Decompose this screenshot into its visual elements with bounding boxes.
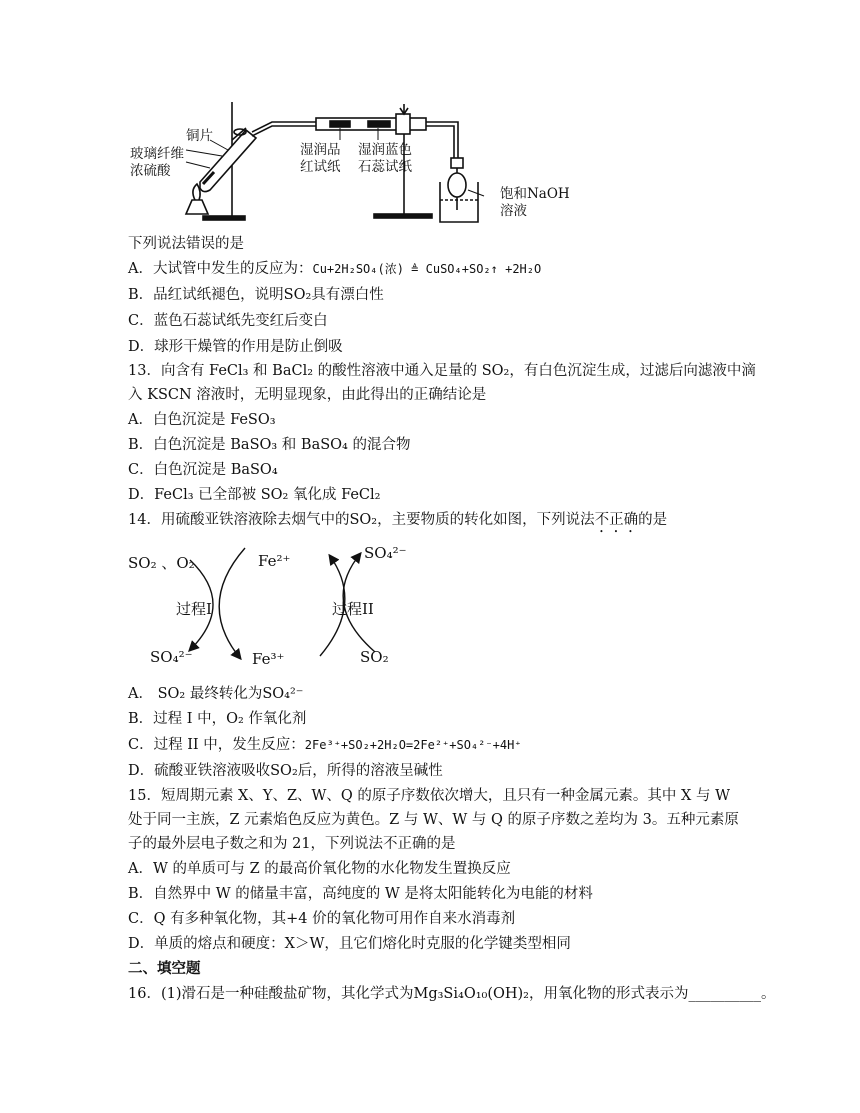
q15-stem-line3: 子的最外层电子数之和为 21，下列说法不正确的是 <box>128 836 456 852</box>
cycle-process-2: 过程II <box>332 600 374 618</box>
q13-option-b: B．白色沉淀是 BaSO₃ 和 BaSO₄ 的混合物 <box>128 437 411 453</box>
label-conc-acid: 浓硫酸 <box>130 163 171 179</box>
apparatus-figure <box>0 0 860 230</box>
label-wet-red-2: 红试纸 <box>300 159 341 175</box>
q13-stem-line1: 13．向含有 FeCl₃ 和 BaCl₂ 的酸性溶液中通入足量的 SO₂，有白色沉淀生成，过滤后向滤液中滴 <box>128 363 756 379</box>
q14-option-d: D．硫酸亚铁溶液吸收SO₂后，所得的溶液呈碱性 <box>128 763 443 779</box>
q14-stem-end: 的是 <box>638 512 668 528</box>
q14-stem-emphasis: 不正确 <box>594 512 639 528</box>
q15-option-b: B．自然界中 W 的储量丰富，高纯度的 W 是将太阳能转化为电能的材料 <box>128 886 593 902</box>
q15-option-c: C．Q 有多种氧化物，其+4 价的氧化物可用作自来水消毒剂 <box>128 911 516 927</box>
q15-option-a: A．W 的单质可与 Z 的最高价氧化物的水化物发生置换反应 <box>128 861 511 877</box>
q13-option-d: D．FeCl₃ 已全部被 SO₂ 氧化成 FeCl₂ <box>128 487 381 503</box>
q12-option-a-formula: Cu+2H₂SO₄(浓) ≜ CuSO₄+SO₂↑ +2H₂O <box>312 262 542 276</box>
cycle-process-1: 过程I <box>176 600 212 618</box>
q14-option-c <box>128 735 522 755</box>
q14-option-c-prefix: C．过程 II 中，发生反应： <box>128 737 305 753</box>
label-wet-blue-2: 石蕊试纸 <box>358 159 412 175</box>
cycle-top-left: SO₂ 、O₂ <box>128 554 195 572</box>
q14-stem-start: 14．用硫酸亚铁溶液除去烟气中的SO₂，主要物质的转化如图，下列说法 <box>128 512 595 528</box>
q14-option-c-formula: 2Fe³⁺+SO₂+2H₂O=2Fe²⁺+SO₄²⁻+4H⁺ <box>304 738 522 752</box>
q13-stem-line2: 入 KSCN 溶液时，无明显现象，由此得出的正确结论是 <box>128 387 487 403</box>
q12-stem: 下列说法错误的是 <box>128 236 244 252</box>
label-wet-red-1: 湿润品 <box>300 142 341 158</box>
q13-option-c: C．白色沉淀是 BaSO₄ <box>128 462 278 478</box>
q13-option-a: A．白色沉淀是 FeSO₃ <box>128 412 276 428</box>
label-wet-blue-1: 湿润蓝色 <box>358 142 412 158</box>
label-naoh-2: 溶液 <box>500 203 527 219</box>
q14-option-b: B．过程 I 中，O₂ 作氧化剂 <box>128 711 307 727</box>
label-naoh-1: 饱和NaOH <box>500 186 570 202</box>
q12-option-a <box>128 259 541 279</box>
q14-stem <box>128 510 667 536</box>
q12-option-c: C．蓝色石蕊试纸先变红后变白 <box>128 313 328 329</box>
q12-option-d: D．球形干燥管的作用是防止倒吸 <box>128 339 343 355</box>
cycle-bottom-right: SO₂ <box>360 648 389 666</box>
label-glass-fiber: 玻璃纤维 <box>130 146 184 162</box>
cycle-top-middle: Fe²⁺ <box>258 552 291 570</box>
q12-option-a-prefix: A．大试管中发生的反应为： <box>128 261 313 277</box>
q15-stem-line1: 15．短周期元素 X、Y、Z、W、Q 的原子序数依次增大，且只有一种金属元素。其中 X 与 W <box>128 788 730 804</box>
q15-option-d: D．单质的熔点和硬度：X＞W，且它们熔化时克服的化学键类型相同 <box>128 936 571 952</box>
q16-text: 16．(1)滑石是一种硅酸盐矿物，其化学式为Mg₃Si₄O₁₀(OH)₂，用氧化物的形式表示为__________。 <box>128 986 776 1002</box>
cycle-bottom-middle: Fe³⁺ <box>252 650 285 668</box>
q12-option-b: B．品红试纸褪色，说明SO₂具有漂白性 <box>128 287 384 303</box>
label-copper: 铜片 <box>186 128 213 144</box>
cycle-bottom-left: SO₄²⁻ <box>150 648 193 666</box>
q15-stem-line2: 处于同一主族，Z 元素焰色反应为黄色。Z 与 W、W 与 Q 的原子序数之差均为 3。五种元素原 <box>128 812 739 828</box>
cycle-top-right: SO₄²⁻ <box>364 544 407 562</box>
section-title: 二、填空题 <box>128 960 201 977</box>
q14-option-a: A． SO₂ 最终转化为SO₄²⁻ <box>128 686 304 702</box>
